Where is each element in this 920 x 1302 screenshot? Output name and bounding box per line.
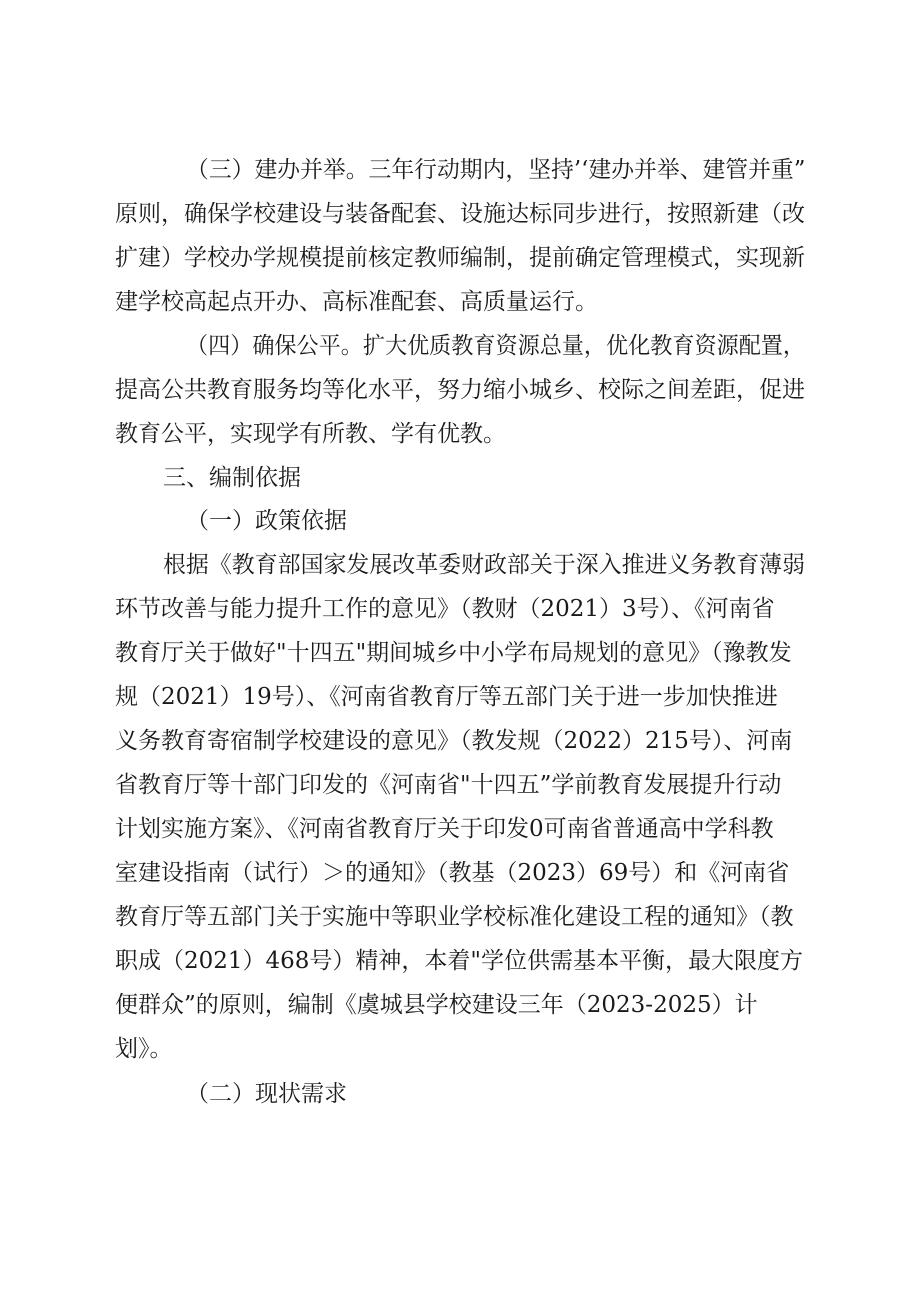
paragraph-line: 建学校高起点开办、高标准配套、高质量运行。 <box>115 289 598 315</box>
paragraph-line: （四）确保公平。扩大优质教育资源总量，优化教育资源配置， <box>186 333 806 359</box>
paragraph-line: 规（2021）19号）、《河南省教育厅等五部门关于进一步加快推进 <box>115 684 778 710</box>
paragraph-line: 教育厅等五部门关于实施中等职业学校标准化建设工程的通知》（教 <box>115 904 794 930</box>
paragraph-line: 环节改善与能力提升工作的意见》（教财（2021）3号）、《河南省 <box>115 596 775 622</box>
paragraph-line: 扩建）学校办学规模提前核定教师编制，提前确定管理模式，实现新 <box>115 245 805 271</box>
section-heading: 三、编制依据 <box>163 465 301 491</box>
paragraph-line: 便群众”的原则，编制《虞城县学校建设三年（2023-2025）计 <box>115 992 758 1018</box>
paragraph-line: 提高公共教育服务均等化水平，努力缩小城乡、校际之间差距，促进 <box>115 377 805 403</box>
paragraph-line: 义务教育寄宿制学校建设的意见》（教发规（2022）215号）、河南 <box>115 728 793 754</box>
paragraph-line: 原则，确保学校建设与装备配套、设施达标同步进行，按照新建（改 <box>115 201 805 227</box>
paragraph-line: 教育公平，实现学有所教、学有优教。 <box>115 421 506 447</box>
paragraph-line: 计划实施方案》、《河南省教育厅关于印发0可南省普通高中学科教 <box>115 816 774 842</box>
paragraph-line: 室建设指南（试行）＞的通知》（教基（2023）69号）和《河南省 <box>115 860 790 886</box>
paragraph-line: 教育厅关于做好"十四五"期间城乡中小学布局规划的意见》（豫教发 <box>115 640 792 666</box>
paragraph-line: （三）建办并举。三年行动期内，坚持’‘建办并举、建管并重” <box>186 157 806 183</box>
paragraph-line: 职成（2021）468号）精神，本着"学位供需基本平衡，最大限度方 <box>115 948 804 974</box>
subsection-heading: （一）政策依据 <box>186 508 347 534</box>
paragraph-line: 省教育厅等十部门印发的《河南省"十四五”学前教育发展提升行动 <box>115 772 782 798</box>
subsection-heading: （二）现状需求 <box>186 1081 347 1107</box>
paragraph-line: 根据《教育部国家发展改革委财政部关于深入推进义务教育薄弱 <box>163 552 806 578</box>
paragraph-line: 划》。 <box>115 1036 173 1062</box>
